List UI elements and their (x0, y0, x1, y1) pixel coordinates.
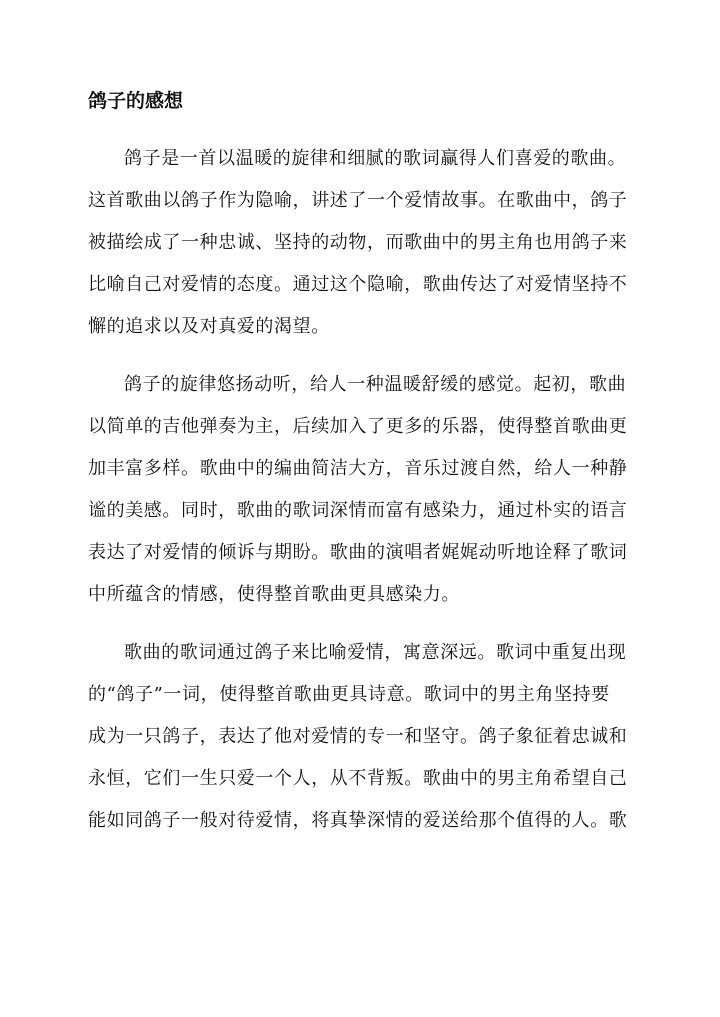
paragraph-1-line-1: 鸽子是一首以温暖的旋律和细腻的歌词赢得人们喜爱的歌曲。 (124, 148, 627, 169)
paragraph-2-line-6: 中所蕴含的情感，使得整首歌曲更具感染力。 (88, 584, 460, 605)
paragraph-2-line-3: 加丰富多样。歌曲中的编曲简洁大方，音乐过渡自然，给人一种静 (88, 458, 628, 479)
paragraph-3-line-2: 的“鸽子”一词，使得整首歌曲更具诗意。歌词中的男主角坚持要 (88, 684, 610, 705)
paragraph-1-line-4: 比喻自己对爱情的态度。通过这个隐喻，歌曲传达了对爱情坚持不 (88, 274, 628, 295)
paragraph-3-line-4: 永恒，它们一生只爱一个人，从不背叛。歌曲中的男主角希望自己 (88, 768, 628, 789)
paragraph-1-line-2: 这首歌曲以鸽子作为隐喻，讲述了一个爱情故事。在歌曲中，鸽子 (88, 190, 628, 211)
paragraph-1-line-5: 懈的追求以及对真爱的渴望。 (88, 316, 330, 337)
paragraph-2-line-1: 鸽子的旋律悠扬动听，给人一种温暖舒缓的感觉。起初，歌曲 (124, 374, 627, 395)
paragraph-3-line-5: 能如同鸽子一般对待爱情，将真挚深情的爱送给那个值得的人。歌 (88, 810, 628, 831)
paragraph-3-line-1: 歌曲的歌词通过鸽子来比喻爱情，寓意深远。歌词中重复出现 (124, 642, 627, 663)
document-title: 鸽子的感想 (88, 90, 184, 112)
paragraph-1-line-3: 被描绘成了一种忠诚、坚持的动物，而歌曲中的男主角也用鸽子来 (88, 232, 628, 253)
paragraph-2-line-5: 表达了对爱情的倾诉与期盼。歌曲的演唱者娓娓动听地诠释了歌词 (88, 542, 628, 563)
paragraph-2-line-2: 以简单的吉他弹奏为主，后续加入了更多的乐器，使得整首歌曲更 (88, 416, 628, 437)
paragraph-3-line-3: 成为一只鸽子，表达了他对爱情的专一和坚守。鸽子象征着忠诚和 (88, 726, 628, 747)
paragraph-2-line-4: 谧的美感。同时，歌曲的歌词深情而富有感染力，通过朴实的语言 (88, 500, 628, 521)
